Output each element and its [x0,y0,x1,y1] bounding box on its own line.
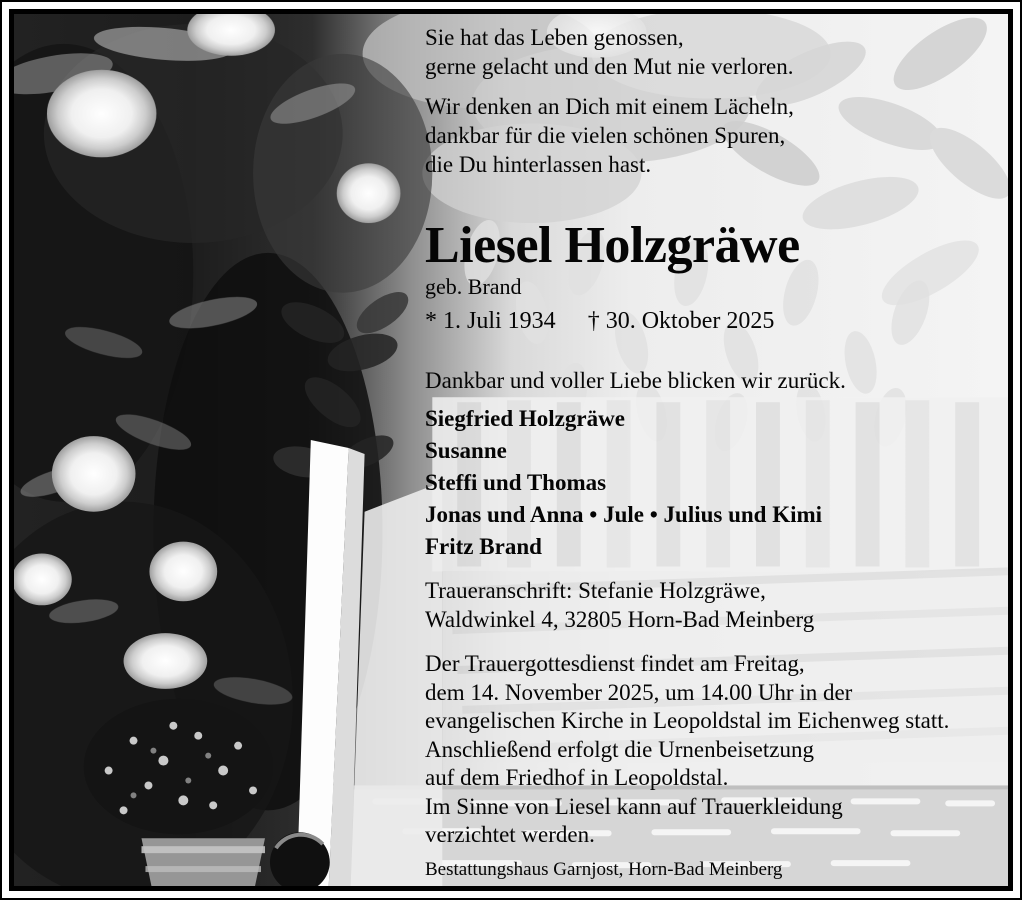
family-member: Jonas und Anna • Jule • Julius und Kimi [425,502,823,527]
service-line: verzichtet werden. [425,822,595,847]
deceased-name: Liesel Holzgräwe [425,217,800,274]
address-line: Traueranschrift: Stefanie Holzgräwe, [425,578,766,603]
address-line: Waldwinkel 4, 32805 Horn-Bad Meinberg [425,607,815,632]
service-line: auf dem Friedhof in Leopoldstal. [425,765,729,790]
birth-date: * 1. Juli 1934 [425,308,556,334]
service-line: Anschließend erfolgt die Urnenbeisetzung [425,736,814,762]
service-line: dem 14. November 2025, um 14.00 Uhr in der [425,679,853,705]
notice-inner-frame [9,9,1013,891]
verse-line: gerne gelacht und den Mut nie verloren. [425,54,794,79]
verse-line: Wir denken an Dich mit einem Lächeln, [425,94,794,119]
family-member: Susanne [425,438,507,463]
service-line: Im Sinne von Liesel kann auf Trauerkleidung [425,793,843,819]
service-line: Der Trauergottesdienst findet am Freitag, [425,651,805,676]
fence-slats [432,397,1008,571]
funeral-home-credit: Bestattungshaus Garnjost, Horn-Bad Meinberg [425,859,783,880]
verse-line: die Du hinterlassen hast. [425,152,652,177]
family-member: Siegfried Holzgräwe [425,406,625,431]
verse-line: Sie hat das Leben genossen, [425,25,684,50]
death-date: † 30. Oktober 2025 [587,308,775,334]
bench-slats [442,567,1008,785]
service-line: evangelischen Kirche in Leopoldstal im Eichenweg statt. [425,708,950,733]
family-member: Fritz Brand [425,534,542,559]
verse-line: dankbar für die vielen schönen Spuren, [425,123,786,148]
maiden-name: geb. Brand [425,274,522,299]
family-intro: Dankbar und voller Liebe blicken wir zurück. [425,368,846,393]
family-member: Steffi und Thomas [425,470,607,495]
garden-photo [14,14,1008,886]
